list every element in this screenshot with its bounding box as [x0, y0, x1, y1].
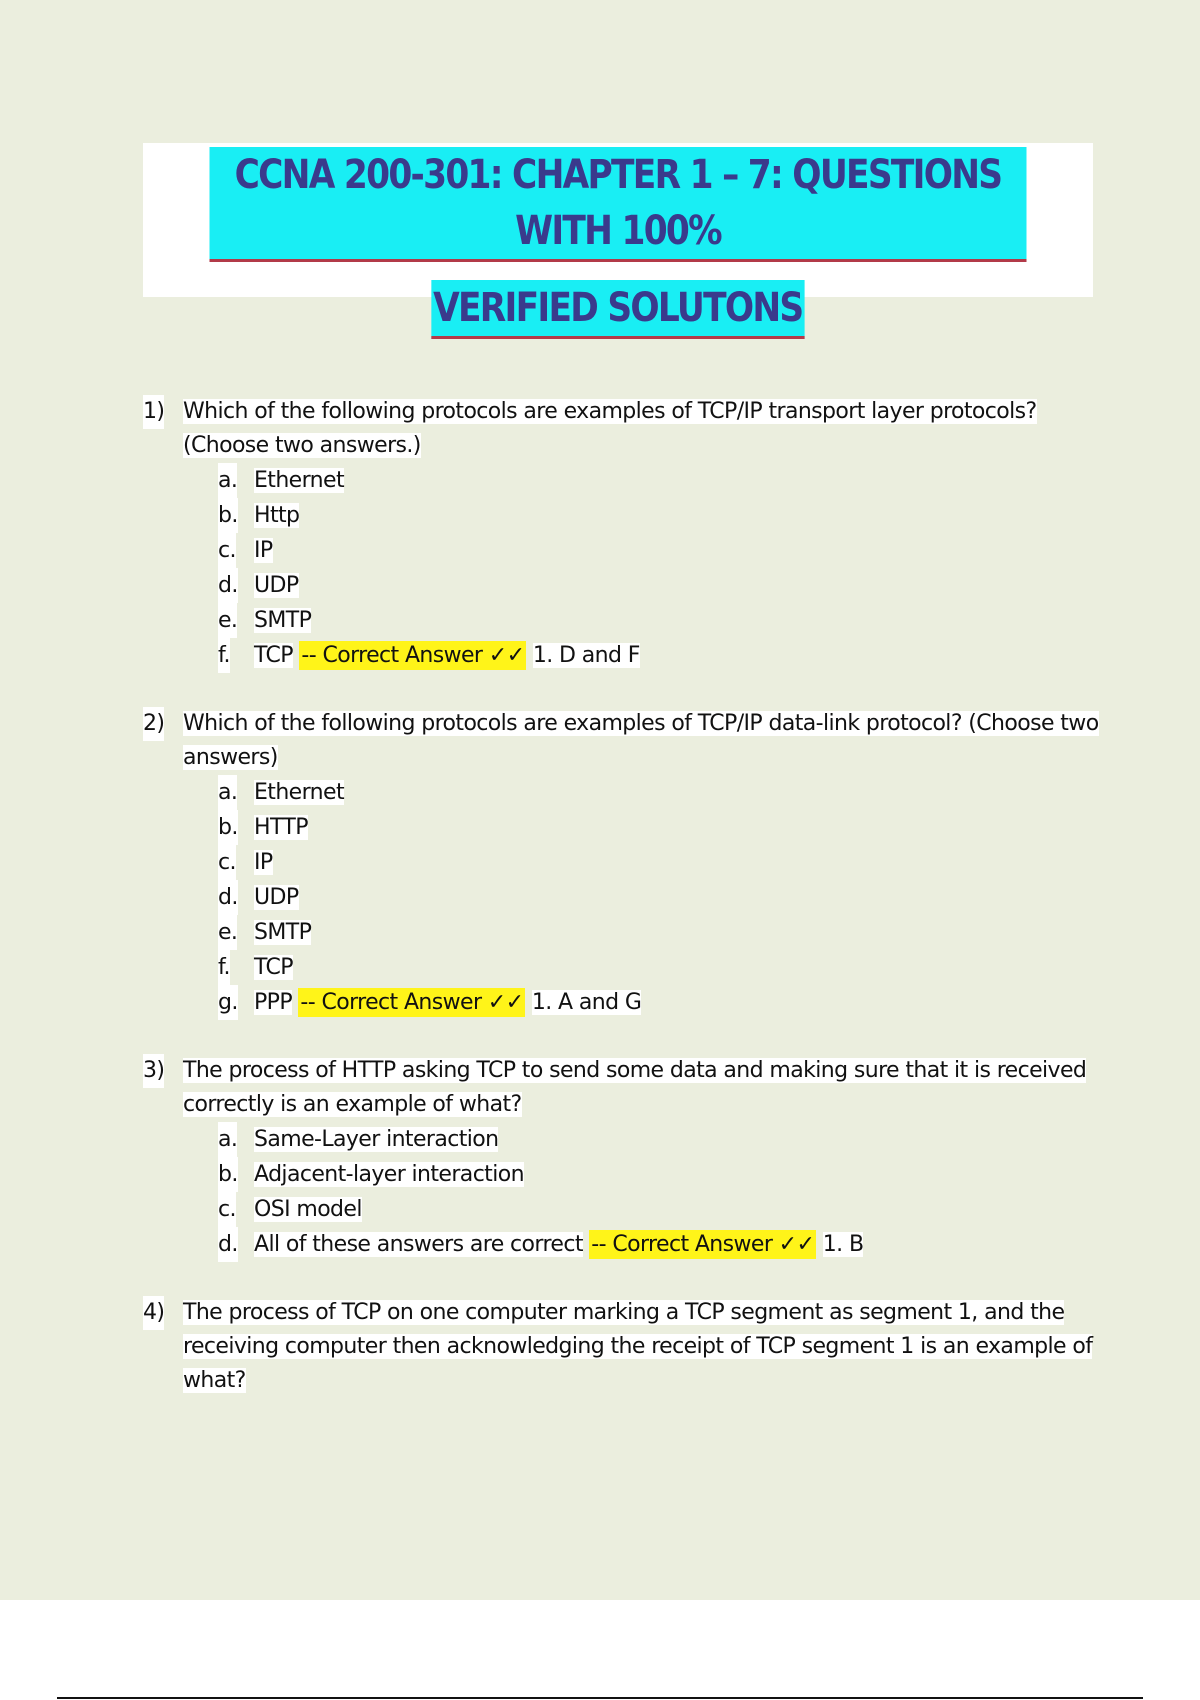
option-letter: e. — [218, 603, 237, 638]
option-text: SMTP — [254, 920, 312, 945]
correct-answer-value: 1. B — [822, 1232, 864, 1257]
correct-answer-label: -- Correct Answer ✓✓ — [300, 990, 524, 1015]
question-number: 1) — [143, 395, 164, 429]
option-letter: c. — [218, 845, 236, 880]
option-c — [143, 533, 1103, 568]
option-letter: a. — [218, 775, 237, 810]
option-letter: b. — [218, 1157, 238, 1192]
option-g — [143, 985, 1103, 1020]
option-letter: a. — [218, 1122, 237, 1157]
question-text: The process of TCP on one computer marking a TCP segment as segment 1, and the receiving computer then acknowledging the receipt of TCP segment 1 is an example of what? — [183, 1300, 1093, 1393]
title-block — [143, 143, 1093, 331]
question-1 — [143, 395, 1103, 673]
option-letter: d. — [218, 880, 238, 915]
option-text: Same-Layer interaction — [254, 1127, 499, 1152]
option-b — [143, 498, 1103, 533]
footer-rule — [57, 1697, 1143, 1699]
question-list — [143, 395, 1103, 1432]
option-d — [143, 568, 1103, 603]
option-text: All of these answers are correct — [254, 1232, 583, 1257]
option-e — [143, 915, 1103, 950]
option-letter: c. — [218, 1192, 236, 1227]
question-number: 3) — [143, 1054, 164, 1088]
option-text: IP — [254, 538, 273, 563]
question-text: Which of the following protocols are examples of TCP/IP data-link protocol? (Choose two answers) — [183, 711, 1099, 770]
option-letter: e. — [218, 915, 237, 950]
option-text: PPP — [254, 990, 292, 1015]
option-a — [143, 775, 1103, 810]
question-3 — [143, 1054, 1103, 1262]
option-text: TCP — [254, 955, 293, 980]
correct-answer-label: -- Correct Answer ✓✓ — [591, 1232, 815, 1257]
question-number: 2) — [143, 707, 164, 741]
option-c — [143, 1192, 1103, 1227]
option-b — [143, 810, 1103, 845]
option-letter: d. — [218, 568, 238, 603]
option-list — [143, 1122, 1103, 1262]
option-a — [143, 463, 1103, 498]
page-title-line-1: CCNA 200-301: CHAPTER 1 – 7: QUESTIONS WITH 100% — [210, 147, 1027, 262]
option-f — [143, 638, 1103, 673]
option-f — [143, 950, 1103, 985]
option-text: Adjacent-layer interaction — [254, 1162, 524, 1187]
option-letter: f. — [218, 638, 230, 673]
option-list — [143, 463, 1103, 673]
question-2 — [143, 707, 1103, 1020]
correct-answer-value: 1. A and G — [531, 990, 642, 1015]
option-list — [143, 775, 1103, 1020]
option-letter: d. — [218, 1227, 238, 1262]
option-letter: b. — [218, 498, 238, 533]
option-text: UDP — [254, 573, 299, 598]
option-text: Http — [254, 503, 300, 528]
option-c — [143, 845, 1103, 880]
option-e — [143, 603, 1103, 638]
option-text: SMTP — [254, 608, 312, 633]
option-text: OSI model — [254, 1197, 362, 1222]
option-text: Ethernet — [254, 468, 344, 493]
page-title-line-2: VERIFIED SOLUTONS — [432, 280, 805, 339]
question-number: 4) — [143, 1296, 164, 1330]
option-d — [143, 880, 1103, 915]
option-letter: b. — [218, 810, 238, 845]
option-text: HTTP — [254, 815, 308, 840]
option-letter: f. — [218, 950, 230, 985]
option-a — [143, 1122, 1103, 1157]
question-4 — [143, 1296, 1103, 1398]
correct-answer-label: -- Correct Answer ✓✓ — [301, 643, 525, 668]
question-text: Which of the following protocols are examples of TCP/IP transport layer protocols? (Choose two answers.) — [183, 399, 1037, 458]
option-letter: g. — [218, 985, 238, 1020]
option-letter: a. — [218, 463, 237, 498]
question-text: The process of HTTP asking TCP to send some data and making sure that it is received correctly is an example of what? — [183, 1058, 1087, 1117]
option-text: TCP — [254, 643, 293, 668]
option-text: Ethernet — [254, 780, 344, 805]
option-text: UDP — [254, 885, 299, 910]
option-text: IP — [254, 850, 273, 875]
option-d — [143, 1227, 1103, 1262]
option-letter: c. — [218, 533, 236, 568]
correct-answer-value: 1. D and F — [532, 643, 640, 668]
option-b — [143, 1157, 1103, 1192]
